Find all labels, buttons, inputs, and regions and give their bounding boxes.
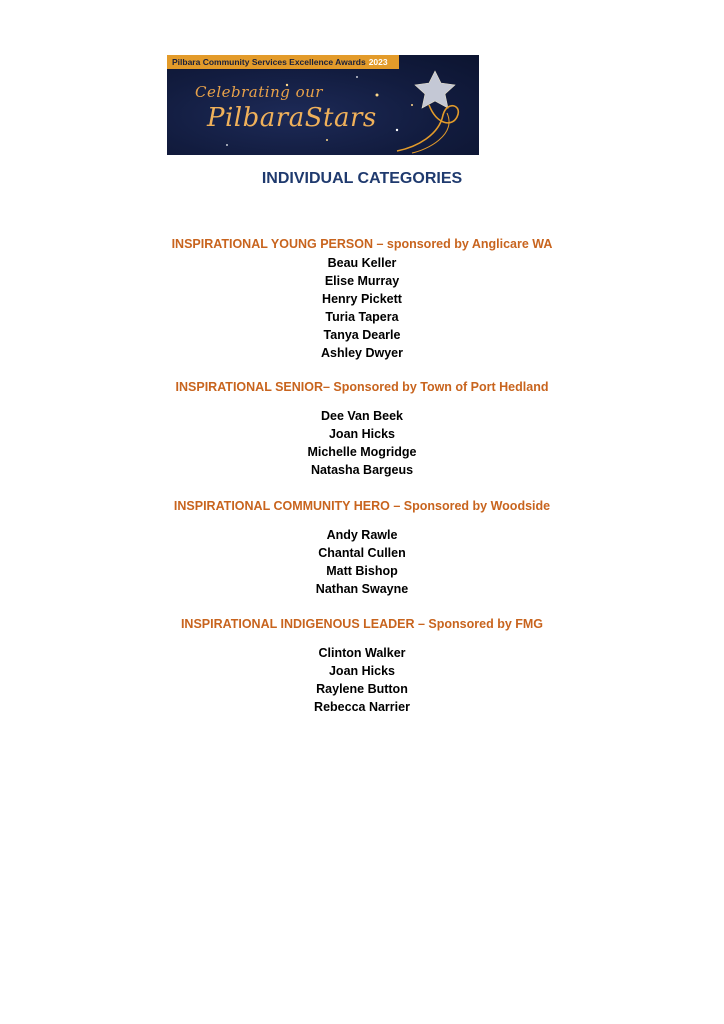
nominee-name: Nathan Swayne xyxy=(315,582,409,596)
banner-script-line1: Celebrating our xyxy=(195,83,323,101)
nominee-list xyxy=(0,526,724,598)
nominee-name: Natasha Bargeus xyxy=(310,463,414,477)
banner-strip-text: Pilbara Community Services Excellence Awards xyxy=(172,57,366,67)
nominee-name: Matt Bishop xyxy=(326,564,398,578)
nominee-name: Dee Van Beek xyxy=(321,409,403,423)
nominee-name: Raylene Button xyxy=(316,682,408,696)
awards-banner xyxy=(167,55,479,155)
category-senior xyxy=(0,379,724,479)
page-title: INDIVIDUAL CATEGORIES xyxy=(261,170,463,187)
banner-script-line2: PilbaraStars xyxy=(207,103,377,133)
category-indigenous-leader xyxy=(0,616,724,716)
category-young-person xyxy=(0,236,724,362)
nominee-list xyxy=(0,407,724,479)
nominee-name: Elise Murray xyxy=(324,274,400,288)
nominee-name: Henry Pickett xyxy=(322,292,402,306)
nominee-name: Turia Tapera xyxy=(325,310,399,324)
category-heading: INSPIRATIONAL SENIOR– Sponsored by Town of Port Hedland xyxy=(175,380,549,394)
category-heading: INSPIRATIONAL COMMUNITY HERO – Sponsored by Woodside xyxy=(173,499,551,513)
nominee-name: Beau Keller xyxy=(327,256,397,270)
category-heading: INSPIRATIONAL YOUNG PERSON – sponsored by Anglicare WA xyxy=(171,237,553,251)
nominee-list xyxy=(0,644,724,716)
nominee-list xyxy=(0,254,724,362)
category-heading: INSPIRATIONAL INDIGENOUS LEADER – Sponsored by FMG xyxy=(180,617,544,631)
category-community-hero xyxy=(0,498,724,598)
nominee-name: Clinton Walker xyxy=(318,646,406,660)
nominee-name: Joan Hicks xyxy=(328,664,395,678)
nominee-name: Ashley Dwyer xyxy=(321,346,403,360)
nominee-name: Rebecca Narrier xyxy=(314,700,410,714)
banner-year: 2023 xyxy=(368,57,388,67)
nominee-name: Chantal Cullen xyxy=(318,546,406,560)
nominee-name: Michelle Mogridge xyxy=(307,445,417,459)
nominee-name: Andy Rawle xyxy=(326,528,398,542)
nominee-name: Tanya Dearle xyxy=(323,328,401,342)
nominee-name: Joan Hicks xyxy=(328,427,395,441)
